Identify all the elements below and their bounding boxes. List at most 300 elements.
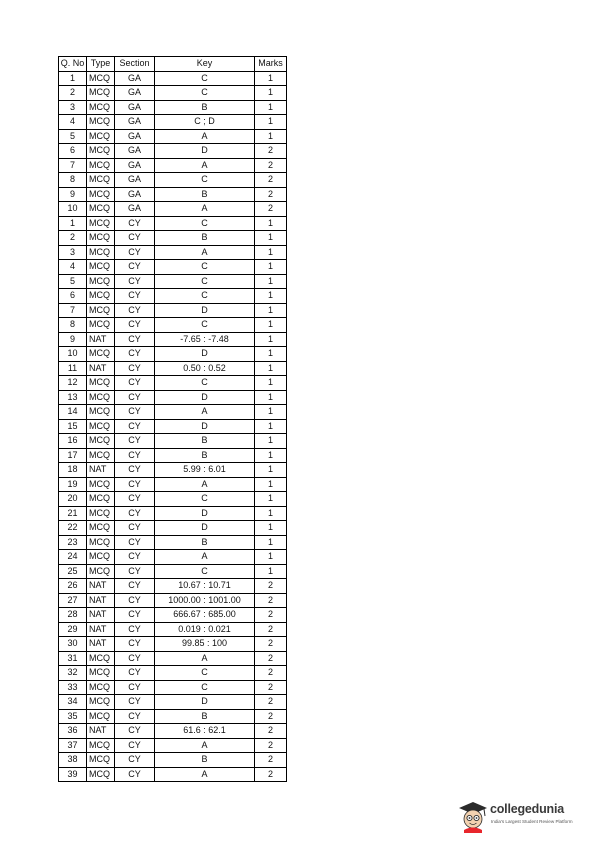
- cell-marks: 2: [255, 593, 287, 608]
- table-row: [59, 405, 287, 420]
- cell-key: A: [155, 651, 255, 666]
- cell-section: CY: [115, 753, 155, 768]
- cell-section: GA: [115, 86, 155, 101]
- cell-marks: 2: [255, 724, 287, 739]
- cell-qno: 9: [59, 187, 87, 202]
- cell-type: MCQ: [87, 289, 115, 304]
- cell-type: MCQ: [87, 187, 115, 202]
- cell-type: MCQ: [87, 535, 115, 550]
- cell-type: NAT: [87, 593, 115, 608]
- cell-marks: 1: [255, 289, 287, 304]
- cell-section: CY: [115, 376, 155, 391]
- table-row: [59, 448, 287, 463]
- cell-key: A: [155, 767, 255, 782]
- cell-section: CY: [115, 405, 155, 420]
- cell-key: D: [155, 506, 255, 521]
- cell-marks: 1: [255, 361, 287, 376]
- cell-marks: 1: [255, 405, 287, 420]
- table-row: [59, 173, 287, 188]
- cell-qno: 1: [59, 71, 87, 86]
- cell-type: MCQ: [87, 521, 115, 536]
- cell-type: MCQ: [87, 680, 115, 695]
- cell-type: MCQ: [87, 767, 115, 782]
- cell-marks: 1: [255, 347, 287, 362]
- cell-section: CY: [115, 680, 155, 695]
- cell-section: CY: [115, 231, 155, 246]
- cell-section: CY: [115, 289, 155, 304]
- table-row: [59, 115, 287, 130]
- cell-qno: 22: [59, 521, 87, 536]
- table-row: [59, 158, 287, 173]
- cell-type: MCQ: [87, 738, 115, 753]
- cell-marks: 1: [255, 564, 287, 579]
- cell-qno: 2: [59, 231, 87, 246]
- cell-type: MCQ: [87, 419, 115, 434]
- cell-key: C: [155, 318, 255, 333]
- cell-key: 1000.00 : 1001.00: [155, 593, 255, 608]
- cell-qno: 31: [59, 651, 87, 666]
- cell-qno: 25: [59, 564, 87, 579]
- cell-qno: 39: [59, 767, 87, 782]
- table-row: [59, 492, 287, 507]
- cell-marks: 1: [255, 419, 287, 434]
- cell-qno: 26: [59, 579, 87, 594]
- cell-type: MCQ: [87, 274, 115, 289]
- cell-type: MCQ: [87, 666, 115, 681]
- cell-type: MCQ: [87, 709, 115, 724]
- cell-section: CY: [115, 390, 155, 405]
- cell-key: A: [155, 405, 255, 420]
- cell-key: C: [155, 260, 255, 275]
- cell-marks: 1: [255, 448, 287, 463]
- cell-key: 10.67 : 10.71: [155, 579, 255, 594]
- cell-marks: 1: [255, 274, 287, 289]
- cell-key: -7.65 : -7.48: [155, 332, 255, 347]
- cell-marks: 1: [255, 71, 287, 86]
- cell-section: CY: [115, 463, 155, 478]
- cell-section: CY: [115, 666, 155, 681]
- cell-key: D: [155, 695, 255, 710]
- cell-qno: 4: [59, 260, 87, 275]
- cell-type: MCQ: [87, 753, 115, 768]
- table-row: [59, 666, 287, 681]
- cell-section: GA: [115, 115, 155, 130]
- cell-type: MCQ: [87, 158, 115, 173]
- cell-qno: 11: [59, 361, 87, 376]
- cell-qno: 3: [59, 245, 87, 260]
- table-row: [59, 637, 287, 652]
- cell-key: C: [155, 71, 255, 86]
- table-row: [59, 347, 287, 362]
- cell-type: MCQ: [87, 86, 115, 101]
- table-row: [59, 231, 287, 246]
- cell-type: MCQ: [87, 390, 115, 405]
- cell-type: MCQ: [87, 477, 115, 492]
- cell-qno: 7: [59, 158, 87, 173]
- cell-qno: 17: [59, 448, 87, 463]
- cell-marks: 2: [255, 187, 287, 202]
- cell-section: CY: [115, 245, 155, 260]
- cell-section: CY: [115, 318, 155, 333]
- cell-section: CY: [115, 593, 155, 608]
- cell-section: CY: [115, 738, 155, 753]
- table-row: [59, 753, 287, 768]
- cell-marks: 2: [255, 709, 287, 724]
- cell-qno: 6: [59, 144, 87, 159]
- cell-qno: 23: [59, 535, 87, 550]
- cell-marks: 2: [255, 173, 287, 188]
- cell-qno: 14: [59, 405, 87, 420]
- cell-marks: 1: [255, 535, 287, 550]
- table-body: [59, 71, 287, 782]
- cell-key: D: [155, 303, 255, 318]
- cell-key: 5.99 : 6.01: [155, 463, 255, 478]
- cell-qno: 34: [59, 695, 87, 710]
- cell-qno: 5: [59, 129, 87, 144]
- cell-type: NAT: [87, 332, 115, 347]
- cell-key: A: [155, 245, 255, 260]
- cell-marks: 1: [255, 390, 287, 405]
- cell-type: NAT: [87, 622, 115, 637]
- cell-marks: 1: [255, 463, 287, 478]
- cell-key: D: [155, 521, 255, 536]
- cell-type: MCQ: [87, 651, 115, 666]
- cell-marks: 2: [255, 738, 287, 753]
- cell-key: C ; D: [155, 115, 255, 130]
- table-row: [59, 709, 287, 724]
- logo-tagline: India's Largest Student Review Platform: [491, 819, 573, 824]
- table-row: [59, 535, 287, 550]
- cell-qno: 21: [59, 506, 87, 521]
- cell-marks: 2: [255, 608, 287, 623]
- cell-type: MCQ: [87, 550, 115, 565]
- cell-qno: 19: [59, 477, 87, 492]
- cell-key: A: [155, 129, 255, 144]
- cell-key: C: [155, 216, 255, 231]
- table-row: [59, 738, 287, 753]
- cell-qno: 3: [59, 100, 87, 115]
- cell-type: MCQ: [87, 303, 115, 318]
- cell-section: CY: [115, 492, 155, 507]
- cell-qno: 37: [59, 738, 87, 753]
- cell-qno: 35: [59, 709, 87, 724]
- cell-key: D: [155, 144, 255, 159]
- cell-key: D: [155, 390, 255, 405]
- table-row: [59, 608, 287, 623]
- cell-section: GA: [115, 173, 155, 188]
- cell-section: CY: [115, 608, 155, 623]
- cell-key: C: [155, 564, 255, 579]
- cell-marks: 2: [255, 680, 287, 695]
- cell-section: GA: [115, 100, 155, 115]
- cell-type: NAT: [87, 463, 115, 478]
- cell-section: GA: [115, 158, 155, 173]
- cell-type: MCQ: [87, 245, 115, 260]
- cell-marks: 2: [255, 695, 287, 710]
- table-row: [59, 695, 287, 710]
- cell-key: D: [155, 347, 255, 362]
- cell-section: GA: [115, 187, 155, 202]
- cell-marks: 1: [255, 129, 287, 144]
- table-row: [59, 202, 287, 217]
- table-row: [59, 680, 287, 695]
- cell-type: NAT: [87, 724, 115, 739]
- cell-section: CY: [115, 477, 155, 492]
- cell-section: CY: [115, 767, 155, 782]
- cell-type: MCQ: [87, 100, 115, 115]
- cell-qno: 4: [59, 115, 87, 130]
- cell-key: C: [155, 376, 255, 391]
- cell-key: 0.50 : 0.52: [155, 361, 255, 376]
- table-row: [59, 274, 287, 289]
- cell-qno: 8: [59, 318, 87, 333]
- cell-key: 666.67 : 685.00: [155, 608, 255, 623]
- cell-type: MCQ: [87, 564, 115, 579]
- cell-type: NAT: [87, 361, 115, 376]
- cell-key: C: [155, 666, 255, 681]
- table-row: [59, 129, 287, 144]
- cell-type: MCQ: [87, 318, 115, 333]
- cell-section: GA: [115, 129, 155, 144]
- cell-key: C: [155, 289, 255, 304]
- cell-type: MCQ: [87, 173, 115, 188]
- cell-qno: 30: [59, 637, 87, 652]
- table-row: [59, 303, 287, 318]
- cell-qno: 28: [59, 608, 87, 623]
- cell-marks: 2: [255, 622, 287, 637]
- table-row: [59, 593, 287, 608]
- cell-section: CY: [115, 579, 155, 594]
- cell-type: MCQ: [87, 405, 115, 420]
- cell-marks: 2: [255, 651, 287, 666]
- table-row: [59, 477, 287, 492]
- cell-marks: 1: [255, 245, 287, 260]
- cell-qno: 18: [59, 463, 87, 478]
- table-row: [59, 144, 287, 159]
- table-row: [59, 550, 287, 565]
- cell-key: C: [155, 86, 255, 101]
- cell-marks: 1: [255, 492, 287, 507]
- graduate-mascot-icon: [456, 799, 490, 833]
- cell-type: MCQ: [87, 492, 115, 507]
- cell-key: A: [155, 738, 255, 753]
- cell-type: MCQ: [87, 144, 115, 159]
- table-row: [59, 376, 287, 391]
- cell-marks: 2: [255, 144, 287, 159]
- table-row: [59, 361, 287, 376]
- table-row: [59, 521, 287, 536]
- cell-section: CY: [115, 361, 155, 376]
- cell-section: CY: [115, 347, 155, 362]
- cell-marks: 2: [255, 767, 287, 782]
- cell-marks: 1: [255, 521, 287, 536]
- cell-section: CY: [115, 260, 155, 275]
- cell-marks: 2: [255, 158, 287, 173]
- cell-marks: 1: [255, 477, 287, 492]
- table-row: [59, 564, 287, 579]
- cell-section: CY: [115, 274, 155, 289]
- cell-type: MCQ: [87, 231, 115, 246]
- table-header-row: [59, 57, 287, 72]
- cell-section: CY: [115, 448, 155, 463]
- cell-marks: 2: [255, 202, 287, 217]
- table-row: [59, 419, 287, 434]
- cell-key: C: [155, 680, 255, 695]
- cell-qno: 9: [59, 332, 87, 347]
- cell-type: MCQ: [87, 216, 115, 231]
- cell-section: CY: [115, 434, 155, 449]
- cell-key: 0.019 : 0.021: [155, 622, 255, 637]
- table-row: [59, 390, 287, 405]
- cell-key: D: [155, 419, 255, 434]
- cell-key: B: [155, 753, 255, 768]
- header-key: Key: [155, 57, 255, 72]
- cell-section: CY: [115, 535, 155, 550]
- table-row: [59, 187, 287, 202]
- cell-qno: 32: [59, 666, 87, 681]
- header-qno: Q. No: [59, 57, 87, 72]
- cell-section: CY: [115, 303, 155, 318]
- cell-key: C: [155, 274, 255, 289]
- cell-marks: 1: [255, 231, 287, 246]
- answer-key-table: [58, 56, 287, 782]
- collegedunia-logo: [456, 797, 588, 835]
- cell-section: CY: [115, 419, 155, 434]
- cell-section: GA: [115, 202, 155, 217]
- cell-section: GA: [115, 71, 155, 86]
- cell-type: MCQ: [87, 448, 115, 463]
- table-row: [59, 434, 287, 449]
- table-row: [59, 318, 287, 333]
- cell-marks: 1: [255, 332, 287, 347]
- cell-qno: 16: [59, 434, 87, 449]
- table-row: [59, 579, 287, 594]
- table-row: [59, 463, 287, 478]
- cell-key: C: [155, 173, 255, 188]
- cell-type: MCQ: [87, 695, 115, 710]
- cell-section: CY: [115, 506, 155, 521]
- cell-key: B: [155, 187, 255, 202]
- cell-qno: 12: [59, 376, 87, 391]
- cell-marks: 2: [255, 637, 287, 652]
- table-row: [59, 86, 287, 101]
- cell-type: MCQ: [87, 347, 115, 362]
- cell-qno: 38: [59, 753, 87, 768]
- cell-qno: 1: [59, 216, 87, 231]
- logo-wordmark: collegedunia: [490, 802, 565, 816]
- cell-qno: 27: [59, 593, 87, 608]
- cell-key: A: [155, 158, 255, 173]
- cell-qno: 29: [59, 622, 87, 637]
- cell-key: 99.85 : 100: [155, 637, 255, 652]
- cell-marks: 1: [255, 550, 287, 565]
- cell-type: MCQ: [87, 202, 115, 217]
- cell-key: B: [155, 448, 255, 463]
- table-row: [59, 651, 287, 666]
- cell-section: CY: [115, 695, 155, 710]
- cell-marks: 1: [255, 115, 287, 130]
- cell-marks: 2: [255, 579, 287, 594]
- cell-section: CY: [115, 622, 155, 637]
- table-row: [59, 289, 287, 304]
- cell-section: CY: [115, 637, 155, 652]
- cell-key: C: [155, 492, 255, 507]
- cell-type: MCQ: [87, 506, 115, 521]
- cell-qno: 10: [59, 347, 87, 362]
- cell-section: CY: [115, 564, 155, 579]
- table-row: [59, 71, 287, 86]
- cell-qno: 6: [59, 289, 87, 304]
- cell-type: NAT: [87, 608, 115, 623]
- cell-marks: 1: [255, 318, 287, 333]
- cell-qno: 10: [59, 202, 87, 217]
- cell-section: CY: [115, 709, 155, 724]
- table-row: [59, 724, 287, 739]
- table-row: [59, 767, 287, 782]
- cell-key: B: [155, 709, 255, 724]
- cell-marks: 1: [255, 86, 287, 101]
- table-row: [59, 506, 287, 521]
- cell-qno: 7: [59, 303, 87, 318]
- cell-marks: 1: [255, 506, 287, 521]
- cell-type: MCQ: [87, 129, 115, 144]
- cell-type: NAT: [87, 637, 115, 652]
- table-row: [59, 100, 287, 115]
- cell-section: CY: [115, 550, 155, 565]
- cell-section: CY: [115, 724, 155, 739]
- cell-marks: 1: [255, 303, 287, 318]
- cell-type: MCQ: [87, 115, 115, 130]
- cell-marks: 1: [255, 376, 287, 391]
- cell-type: MCQ: [87, 71, 115, 86]
- table-row: [59, 260, 287, 275]
- cell-section: CY: [115, 332, 155, 347]
- header-marks: Marks: [255, 57, 287, 72]
- cell-qno: 20: [59, 492, 87, 507]
- cell-key: 61.6 : 62.1: [155, 724, 255, 739]
- table-row: [59, 622, 287, 637]
- cell-key: A: [155, 477, 255, 492]
- cell-type: MCQ: [87, 434, 115, 449]
- cell-section: CY: [115, 521, 155, 536]
- cell-type: NAT: [87, 579, 115, 594]
- cell-marks: 1: [255, 260, 287, 275]
- cell-key: B: [155, 100, 255, 115]
- cell-marks: 1: [255, 216, 287, 231]
- cell-key: B: [155, 231, 255, 246]
- cell-qno: 5: [59, 274, 87, 289]
- header-type: Type: [87, 57, 115, 72]
- cell-marks: 1: [255, 100, 287, 115]
- header-section: Section: [115, 57, 155, 72]
- cell-section: GA: [115, 144, 155, 159]
- table-row: [59, 245, 287, 260]
- cell-marks: 1: [255, 434, 287, 449]
- table-row: [59, 332, 287, 347]
- cell-key: B: [155, 535, 255, 550]
- cell-qno: 2: [59, 86, 87, 101]
- cell-section: CY: [115, 651, 155, 666]
- cell-key: A: [155, 202, 255, 217]
- cell-section: CY: [115, 216, 155, 231]
- cell-key: B: [155, 434, 255, 449]
- table-row: [59, 216, 287, 231]
- cell-type: MCQ: [87, 376, 115, 391]
- cell-qno: 13: [59, 390, 87, 405]
- cell-type: MCQ: [87, 260, 115, 275]
- cell-qno: 8: [59, 173, 87, 188]
- cell-marks: 2: [255, 666, 287, 681]
